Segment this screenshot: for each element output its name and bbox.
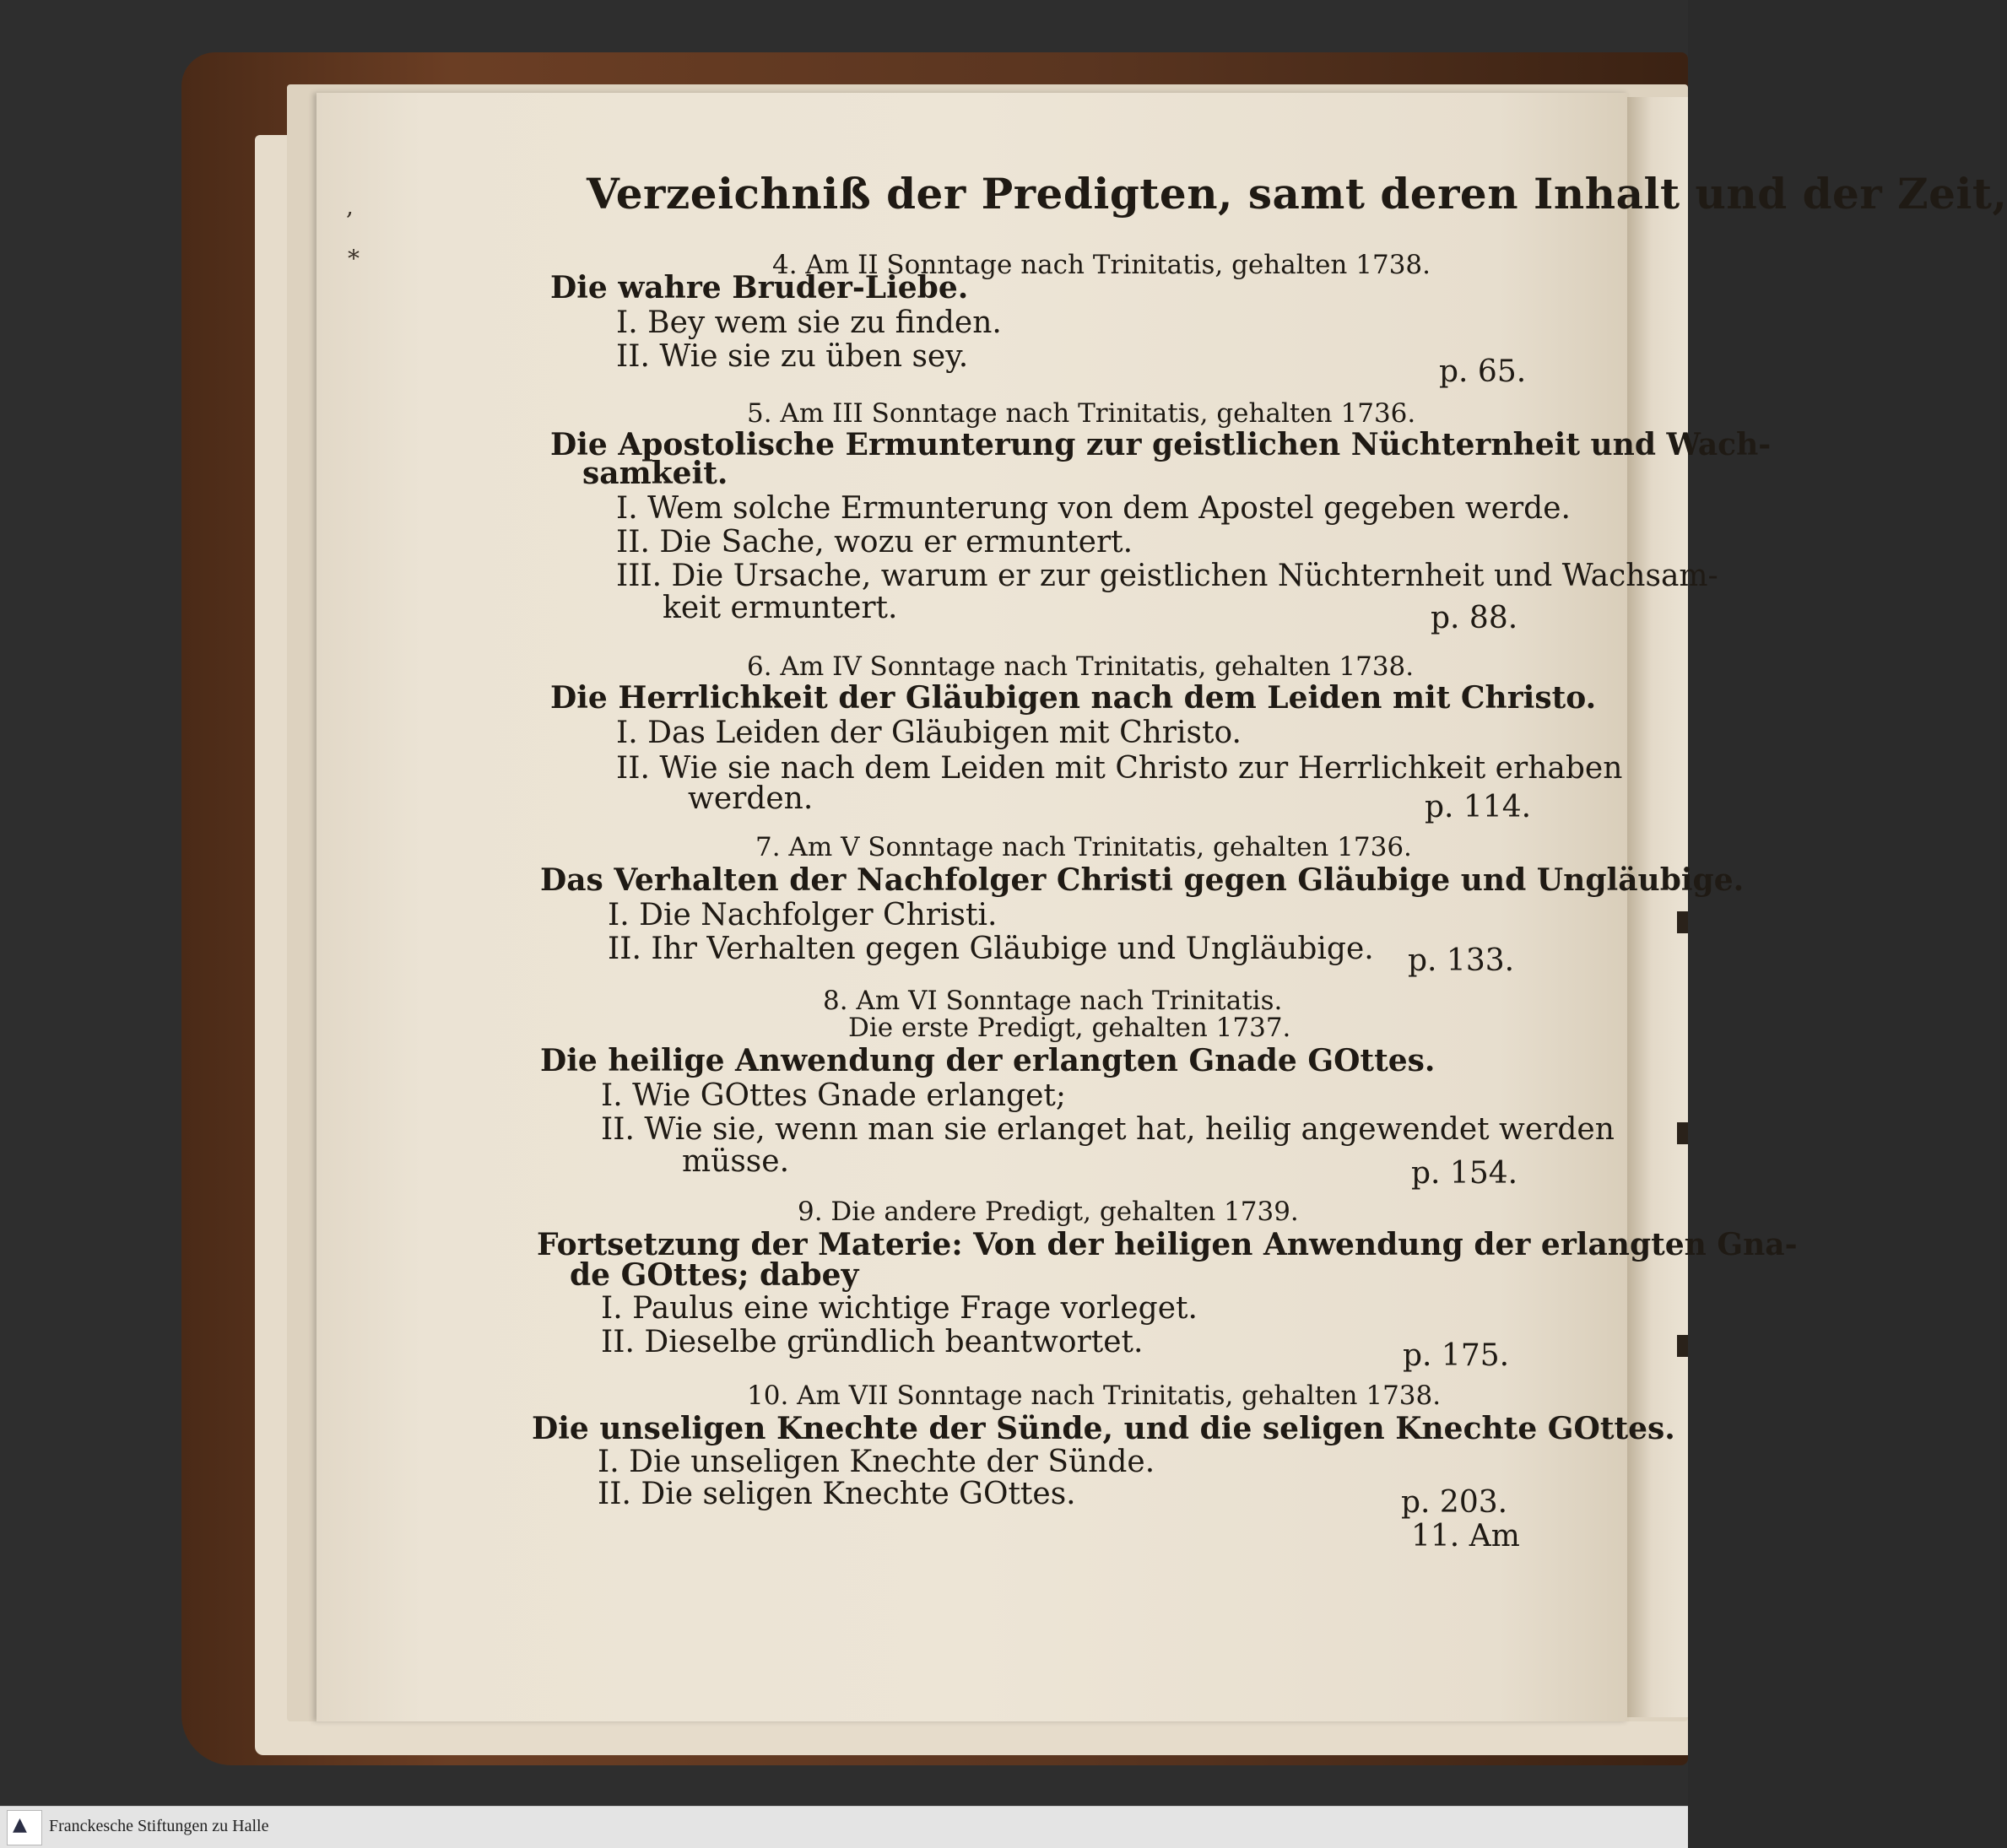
footer-label: Franckesche Stiftungen zu Halle [49, 1817, 269, 1835]
sermon-occasion: 8. Am VI Sonntage nach Trinitatis. [823, 986, 1283, 1016]
page-reference: p. 133. [1408, 943, 1515, 978]
sermon-point: II. Wie sie, wenn man sie erlanget hat, heilig angewendet werden [601, 1112, 1615, 1147]
page-reference: p. 88. [1431, 601, 1518, 635]
page-header: Verzeichniß der Predigten, samt deren Inhalt und der Zeit, [587, 169, 2007, 219]
margin-mark: * [348, 245, 360, 273]
sermon-point: I. Wie GOttes Gnade erlanget; [601, 1078, 1066, 1113]
page-reference: p. 114. [1425, 790, 1532, 824]
facing-page-mark [1677, 1335, 1688, 1357]
institution-logo [7, 1810, 42, 1845]
sermon-point: II. Die Sache, wozu er ermuntert. [616, 525, 1133, 559]
logo-icon: ▲ [13, 1814, 27, 1835]
facing-page-edge [1627, 97, 1688, 1717]
page-reference: p. 154. [1411, 1156, 1518, 1191]
sermon-title-line: Die Apostolische Ermunterung zur geistlichen Nüchternheit und Wach- [550, 427, 1772, 462]
sermon-title: Das Verhalten der Nachfolger Christi gegen Gläubige und Ungläubige. [540, 862, 1745, 898]
page-reference: p. 203. [1401, 1485, 1508, 1520]
sermon-occasion: 6. Am IV Sonntage nach Trinitatis, gehalten 1738. [747, 651, 1415, 682]
sermon-point: I. Paulus eine wichtige Frage vorleget. [601, 1291, 1198, 1326]
sermon-title: Die wahre Bruder-Liebe. [550, 270, 969, 305]
sermon-occasion: 9. Die andere Predigt, gehalten 1739. [798, 1197, 1299, 1227]
facing-page-mark [1677, 1122, 1688, 1144]
page-reference: p. 65. [1439, 354, 1527, 389]
sermon-point: II. Wie sie nach dem Leiden mit Christo zur Herrlichkeit erhaben [616, 751, 1623, 786]
sermon-point: I. Die Nachfolger Christi. [608, 898, 998, 932]
sermon-title-line: Fortsetzung der Materie: Von der heiligen Anwendung der erlangten Gna- [537, 1227, 1798, 1262]
sermon-point: I. Die unseligen Knechte der Sünde. [598, 1445, 1155, 1479]
sermon-title-line: samkeit. [582, 456, 728, 491]
sermon-point: II. Dieselbe gründlich beantwortet. [601, 1325, 1144, 1359]
sermon-point: II. Ihr Verhalten gegen Gläubige und Ungläubige. [608, 932, 1374, 966]
sermon-point: I. Bey wem sie zu finden. [616, 305, 1002, 340]
sermon-point-continuation: müsse. [682, 1144, 790, 1179]
sermon-title-line: de GOttes; dabey [570, 1257, 859, 1293]
sermon-point: I. Wem solche Ermunterung von dem Apostel gegeben werde. [616, 491, 1571, 526]
sermon-point-continuation: keit ermuntert. [663, 591, 898, 625]
page-reference: p. 175. [1403, 1338, 1510, 1373]
sermon-point: II. Die seligen Knechte GOttes. [598, 1477, 1076, 1511]
sermon-occasion: 5. Am III Sonntage nach Trinitatis, gehalten 1736. [747, 398, 1416, 429]
sermon-point: III. Die Ursache, warum er zur geistlichen Nüchternheit und Wachsam- [616, 559, 1718, 593]
footer-bar [0, 1806, 1688, 1848]
margin-mark: , [346, 192, 354, 220]
sermon-occasion-sub: Die erste Predigt, gehalten 1737. [848, 1013, 1291, 1043]
catchword: 11. Am [1411, 1519, 1520, 1554]
sermon-occasion: 7. Am V Sonntage nach Trinitatis, gehalten 1736. [755, 832, 1412, 862]
sermon-title: Die Herrlichkeit der Gläubigen nach dem Leiden mit Christo. [550, 680, 1597, 716]
sermon-point: I. Das Leiden der Gläubigen mit Christo. [616, 716, 1242, 750]
sermon-title: Die unseligen Knechte der Sünde, und die seligen Knechte GOttes. [532, 1411, 1675, 1446]
sermon-occasion: 10. Am VII Sonntage nach Trinitatis, gehalten 1738. [747, 1381, 1442, 1411]
sermon-occasion: 4. Am II Sonntage nach Trinitatis, gehalten 1738. [772, 250, 1431, 280]
sermon-point-continuation: werden. [688, 781, 814, 816]
sermon-point: II. Wie sie zu üben sey. [616, 339, 969, 374]
sermon-title: Die heilige Anwendung der erlangten Gnade GOttes. [540, 1043, 1436, 1078]
facing-page-mark [1677, 911, 1688, 933]
